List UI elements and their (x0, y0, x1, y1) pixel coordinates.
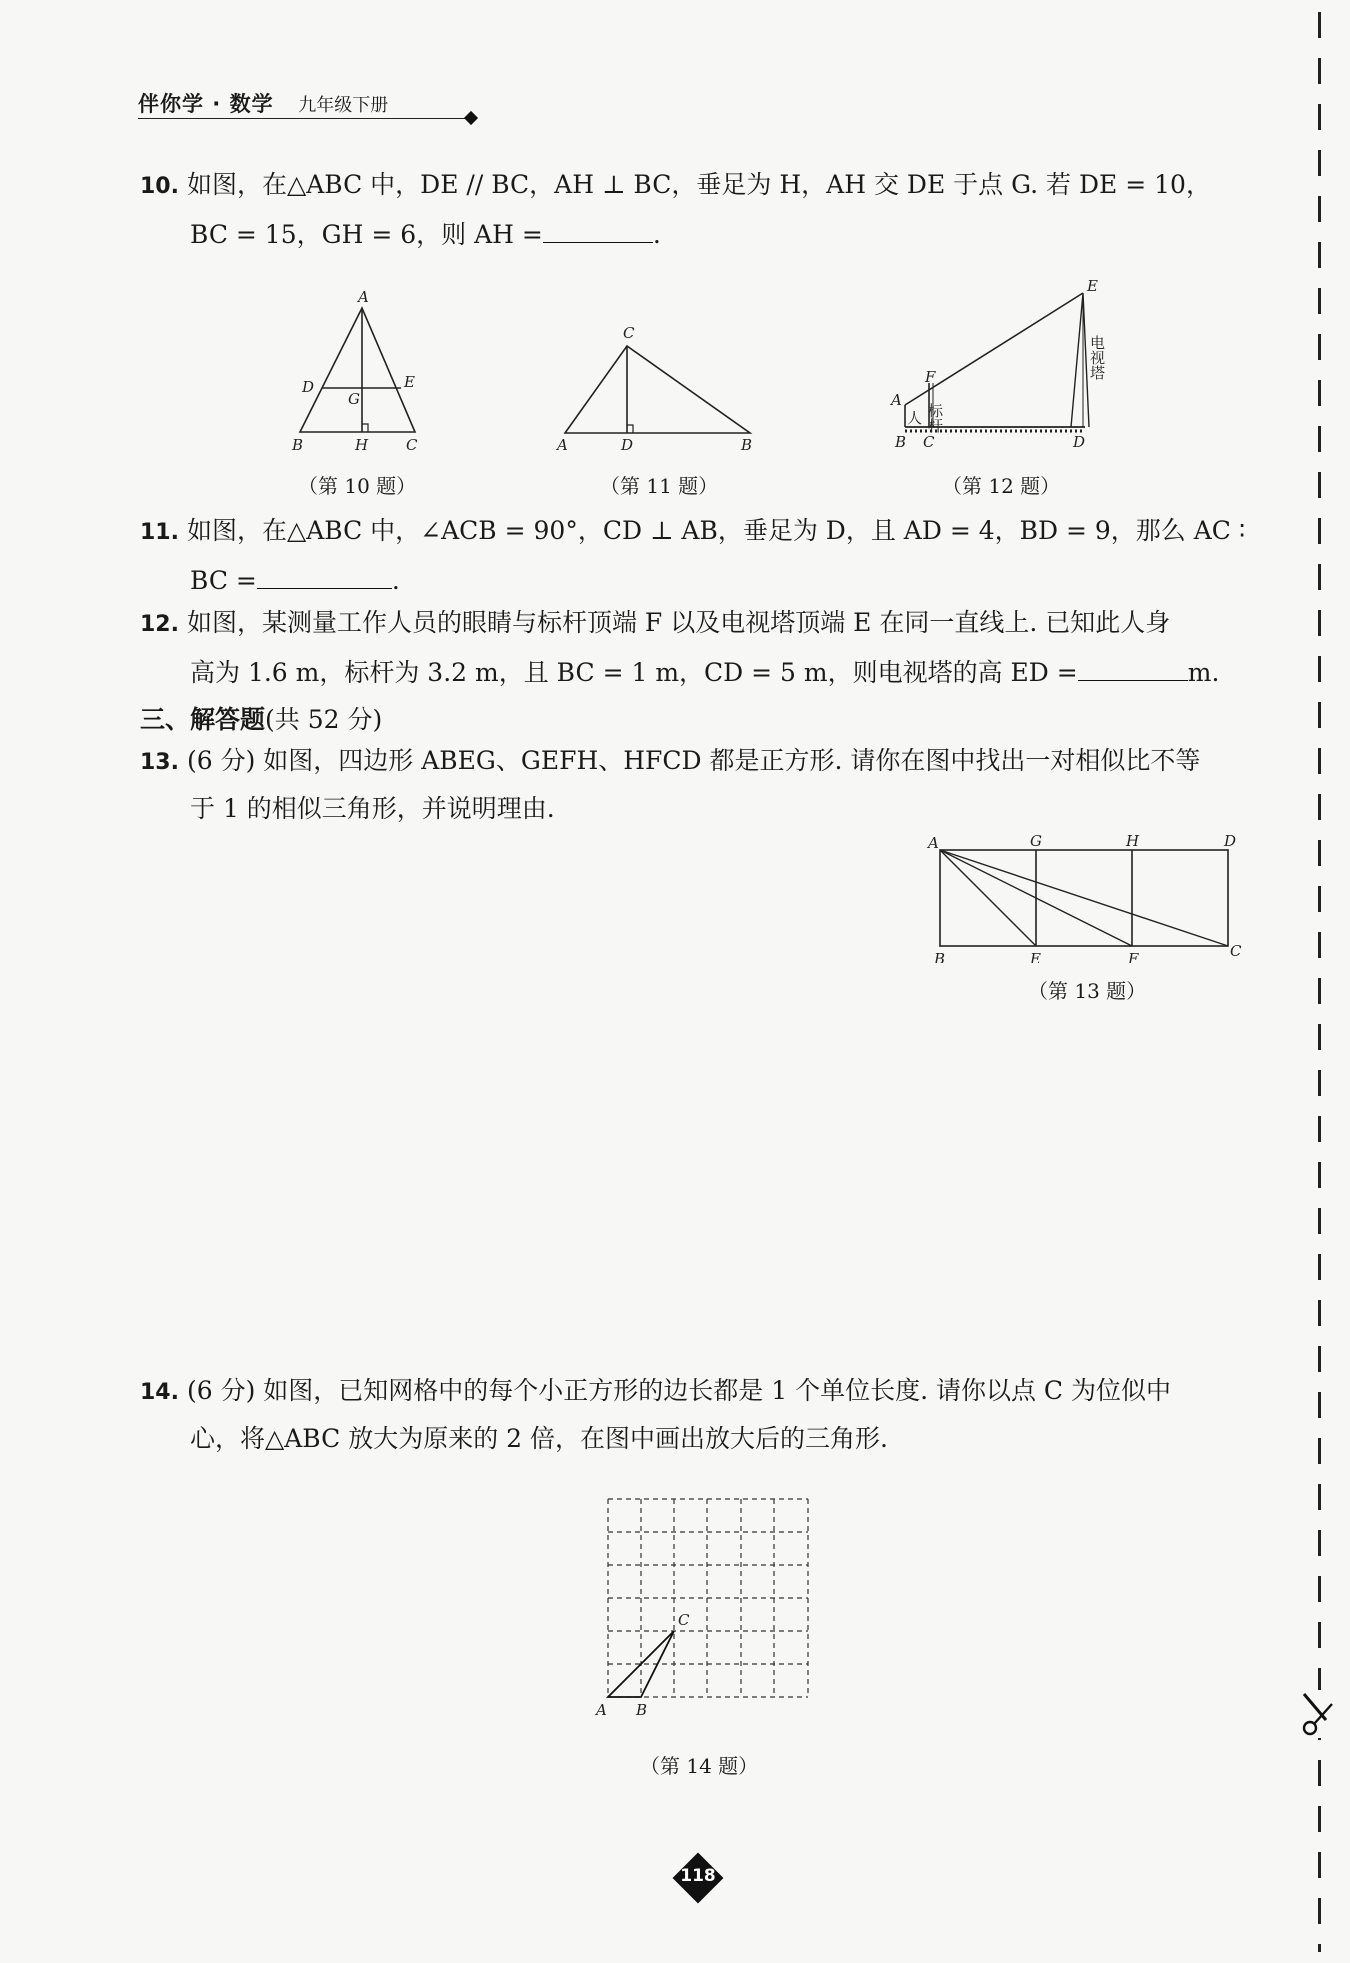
running-header (138, 88, 388, 118)
label-D: D (621, 436, 634, 454)
question-end: . (652, 220, 661, 249)
caption-fig13: （第 13 题） (1028, 979, 1147, 1003)
label-tower: 电视塔 (1088, 335, 1106, 380)
label-D: D (1073, 433, 1086, 451)
question-text-line1: 如图，某测量工作人员的眼睛与标杆顶端 F 以及电视塔顶端 E 在同一直线上. 已知此人身 (186, 608, 1171, 637)
answer-blank[interactable] (1078, 648, 1188, 681)
label-H: H (355, 436, 369, 454)
label-E: E (1087, 277, 1098, 295)
label-A: A (891, 391, 902, 409)
question-text-line2: 心，将△ABC 放大为原来的 2 倍，在图中画出放大后的三角形. (190, 1424, 888, 1453)
question-text-line1: 如图，在△ABC 中，∠ACB = 90°，CD ⊥ AB，垂足为 D，且 AD = 4，BD = 9，那么 AC ∶ (186, 516, 1246, 545)
question-text-line2: BC = 15，GH = 6，则 AH = (190, 220, 543, 249)
question-text-line1: 如图，在△ABC 中，DE // BC，AH ⊥ BC，垂足为 H，AH 交 DE 于点 G. 若 DE = 10， (186, 170, 1211, 199)
label-B: B (636, 1701, 648, 1719)
label-F: F (1128, 950, 1139, 963)
label-D: D (1224, 832, 1237, 850)
label-A: A (557, 436, 568, 454)
label-person: 人 (907, 409, 923, 427)
label-F: F (925, 368, 936, 386)
label-G: G (1030, 832, 1042, 850)
book-grade: 九年级下册 (298, 95, 389, 116)
question-text-line1: (6 分) 如图，四边形 ABEG、GEFH、HFCD 都是正方形. 请你在图中找出一对相似比不等 (186, 746, 1201, 775)
page-number-text: 118 (680, 1866, 716, 1886)
caption-fig11: （第 11 题） (600, 474, 719, 498)
caption-fig12: （第 12 题） (942, 474, 1061, 498)
label-B: B (895, 433, 907, 451)
question-number: 11. (140, 520, 179, 545)
label-A: A (358, 288, 369, 306)
label-A: A (596, 1701, 607, 1719)
figure-11 (545, 318, 765, 458)
label-pole: 标杆 (926, 403, 944, 433)
section-points: (共 52 分) (265, 705, 383, 734)
book-brand: 伴你学 · 数学 (138, 92, 274, 116)
figure-14 (590, 1485, 820, 1725)
label-C: C (678, 1611, 690, 1629)
label-C: C (1230, 942, 1242, 960)
question-13 (140, 738, 1265, 832)
question-10 (140, 162, 1265, 258)
header-diamond-icon (464, 111, 478, 125)
label-E: E (1030, 950, 1041, 963)
section-heading (140, 700, 382, 736)
label-C: C (623, 324, 635, 342)
label-C: C (923, 433, 935, 451)
question-number: 10. (140, 174, 179, 199)
figure-10 (280, 280, 440, 460)
label-B: B (292, 436, 304, 454)
caption-fig10: （第 10 题） (298, 474, 417, 498)
label-B: B (741, 436, 753, 454)
label-A: A (928, 834, 939, 852)
cut-line (1318, 12, 1321, 1952)
label-C: C (406, 436, 418, 454)
answer-blank[interactable] (257, 556, 392, 589)
question-14 (140, 1368, 1265, 1462)
label-G: G (348, 390, 360, 408)
question-11 (140, 508, 1265, 604)
question-12 (140, 600, 1265, 696)
question-end: . (391, 566, 400, 595)
section-title: 三、解答题 (140, 705, 266, 734)
answer-blank[interactable] (543, 210, 653, 243)
question-text-line2: 高为 1.6 m，标杆为 3.2 m，且 BC = 1 m，CD = 5 m，则电视塔的高 ED = (190, 658, 1078, 687)
label-B: B (934, 950, 946, 963)
question-text-line1: (6 分) 如图，已知网格中的每个小正方形的边长都是 1 个单位长度. 请你以点 C 为位似中 (186, 1376, 1172, 1405)
label-H: H (1126, 832, 1140, 850)
question-number: 13. (140, 750, 179, 775)
figure-12 (885, 275, 1115, 455)
scissors-icon (1296, 1690, 1340, 1738)
question-text-line2: 于 1 的相似三角形，并说明理由. (190, 794, 555, 823)
question-end: m. (1187, 658, 1220, 687)
page-number (672, 1852, 724, 1904)
label-E: E (404, 373, 415, 391)
question-text-line2: BC = (190, 566, 257, 595)
question-number: 12. (140, 612, 179, 637)
label-D: D (302, 378, 315, 396)
figure-13 (920, 828, 1250, 963)
question-number: 14. (140, 1380, 179, 1405)
caption-fig14: （第 14 题） (640, 1754, 759, 1778)
header-rule (138, 118, 468, 119)
